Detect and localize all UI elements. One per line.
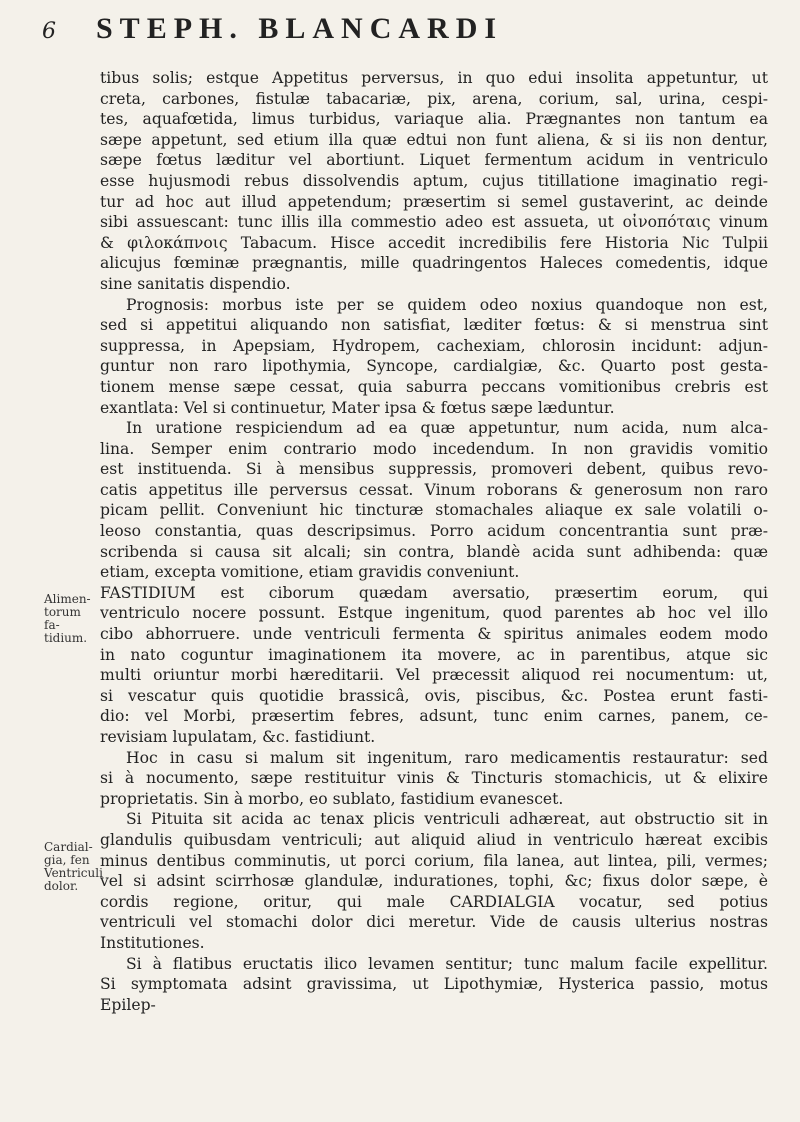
text-line: tibus solis; estque Appetitus perversus, in quo edui insolita appetuntur, ut — [100, 69, 768, 87]
text-line: sine sanitatis dispendio. — [100, 274, 291, 293]
margin-note-alimentorum-fastidium: Alimen- torum fa- tidium. — [44, 592, 91, 645]
text-line: sæpe fœtus læditur vel abortiunt. Liquet fermentum acidum in ventriculo — [100, 151, 768, 170]
text-line: catis appetitus ille perversus cessat. Vinum roborans & generosum non raro — [100, 480, 768, 499]
text-line: scribenda si causa sit alcali; sin contra, blandè acida sunt adhibenda: quæ — [100, 542, 768, 561]
text-line: proprietatis. Sin à morbo, eo sublato, fastidium evanescet. — [100, 789, 564, 808]
text-line: si vescatur quis quotidie brassicâ, ovis, piscibus, &c. Postea erunt fasti- — [100, 686, 768, 705]
text-line: lina. Semper enim contrario modo incedendum. In non gravidis vomitio — [100, 439, 768, 458]
text-line: Si symptomata adsint gravissima, ut Lipothymiæ, Hysterica passio, motus — [100, 975, 768, 994]
text-line: alicujus fœminæ prægnantis, mille quadringentos Haleces comedentis, idque — [100, 254, 768, 273]
text-line: ventriculo nocere possunt. Estque ingenitum, quod parentes ab hoc vel illo — [100, 604, 768, 623]
text-line: sibi assuescant: tunc illis illa commestio adeo est assueta, ut οἰνοπόταις vinum — [100, 213, 768, 232]
text-line: dio: vel Morbi, præsertim febres, adsunt, tunc enim carnes, panem, ce- — [100, 707, 768, 726]
text-line: sed si appetitui aliquando non satisfiat, læditer fœtus: & si menstrua sint — [100, 316, 768, 335]
text-line: ventriculi vel stomachi dolor dici meretur. Vide de causis ulterius nostras — [100, 913, 768, 932]
text-line: Epilep- — [100, 995, 156, 1014]
text-line: Institutiones. — [100, 933, 205, 952]
text-line: esse hujusmodi rebus dissolvendis aptum, cujus titillatione imaginatio regi- — [100, 171, 768, 190]
page-number: 6 — [42, 19, 56, 44]
text-line: in nato coguntur imaginationem ita movere, ac in parentibus, atque sic — [100, 645, 768, 664]
text-line: Hoc in casu si malum sit ingenitum, raro medicamentis restauratur: sed — [126, 748, 768, 767]
text-line: & φιλοκάπνοις Tabacum. Hisce accedit incredibilis fere Historia Nic Tulpii — [100, 233, 768, 252]
text-line: glandulis quibusdam ventriculi; aut aliquid aliud in ventriculo hæreat excibis — [100, 830, 768, 849]
text-line: si à nocumento, sæpe restituitur vinis & Tincturis stomachicis, ut & elixire — [100, 769, 768, 788]
text-line: tur ad hoc aut illud appetendum; præsertim si semel gustaverint, ac deinde — [100, 192, 768, 211]
page-header — [42, 12, 762, 52]
text-line: tionem mense sæpe cessat, quia saburra peccans vomitionibus crebris est — [100, 377, 768, 396]
text-line: sæpe appetunt, sed etium illa quæ edtui non funt aliena, & si iis non dentur, — [100, 130, 768, 149]
text-line: revisiam lupulatam, &c. fastidiunt. — [100, 728, 376, 746]
text-line: cordis regione, oritur, qui male CARDIALGIA vocatur, sed potius — [100, 892, 768, 911]
running-head: STEPH. BLANCARDI — [96, 12, 504, 45]
text-line: FASTIDIUM est ciborum quædam aversatio, præsertim eorum, qui — [100, 583, 768, 602]
text-line: exantlata: Vel si continuetur, Mater ipsa & fœtus sæpe læduntur. — [100, 398, 615, 417]
text-line: creta, carbones, fistulæ tabacariæ, pix, arena, corium, sal, urina, cespi- — [100, 89, 768, 108]
text-line: est instituenda. Si à mensibus suppressis, promoveri debent, quibus revo- — [100, 460, 768, 479]
text-line: Prognosis: morbus iste per se quidem odeo noxius quandoque non est, — [126, 295, 768, 314]
text-line: Si Pituita sit acida ac tenax plicis ventriculi adhæreat, aut obstructio sit in — [126, 810, 768, 829]
text-line: etiam, excepta vomitione, etiam gravidis conveniunt. — [100, 563, 520, 582]
text-line: Si à flatibus eructatis ilico levamen sentitur; tunc malum facile expellitur. — [126, 954, 768, 973]
text-line: picam pellit. Conveniunt hic tincturæ stomachales aliaque ex sale volatili o- — [100, 501, 768, 520]
text-line: multi oriuntur morbi hæreditarii. Vel præcessit aliquod rei nocumentum: ut, — [100, 666, 768, 685]
margin-note-cardialgia: Cardial- gia, fen Ventriculi dolor. — [44, 840, 103, 893]
text-line: tes, aquafœtida, limus turbidus, variaque alia. Prægnantes non tantum ea — [100, 110, 768, 129]
text-line: cibo abhorruere. unde ventriculi fermenta & spiritus animales eodem modo — [100, 625, 768, 644]
text-line: guntur non raro lipothymia, Syncope, cardialgiæ, &c. Quarto post gesta- — [100, 357, 768, 376]
text-line: leoso constantia, quas descripsimus. Porro acidum concentrantia sunt præ- — [100, 522, 768, 541]
text-line: In uratione respiciendum ad ea quæ appetuntur, num acida, num alca- — [126, 419, 768, 438]
body-text — [100, 68, 768, 1015]
text-line: vel si adsint scirrhosæ glandulæ, indurationes, tophi, &c; fixus dolor sæpe, è — [100, 872, 768, 891]
text-line: suppressa, in Apepsiam, Hydropem, cachexiam, chlorosin incidunt: adjun- — [100, 336, 768, 355]
text-line: minus dentibus comminutis, ut porci corium, fila lanea, aut lintea, pili, vermes; — [100, 851, 768, 870]
